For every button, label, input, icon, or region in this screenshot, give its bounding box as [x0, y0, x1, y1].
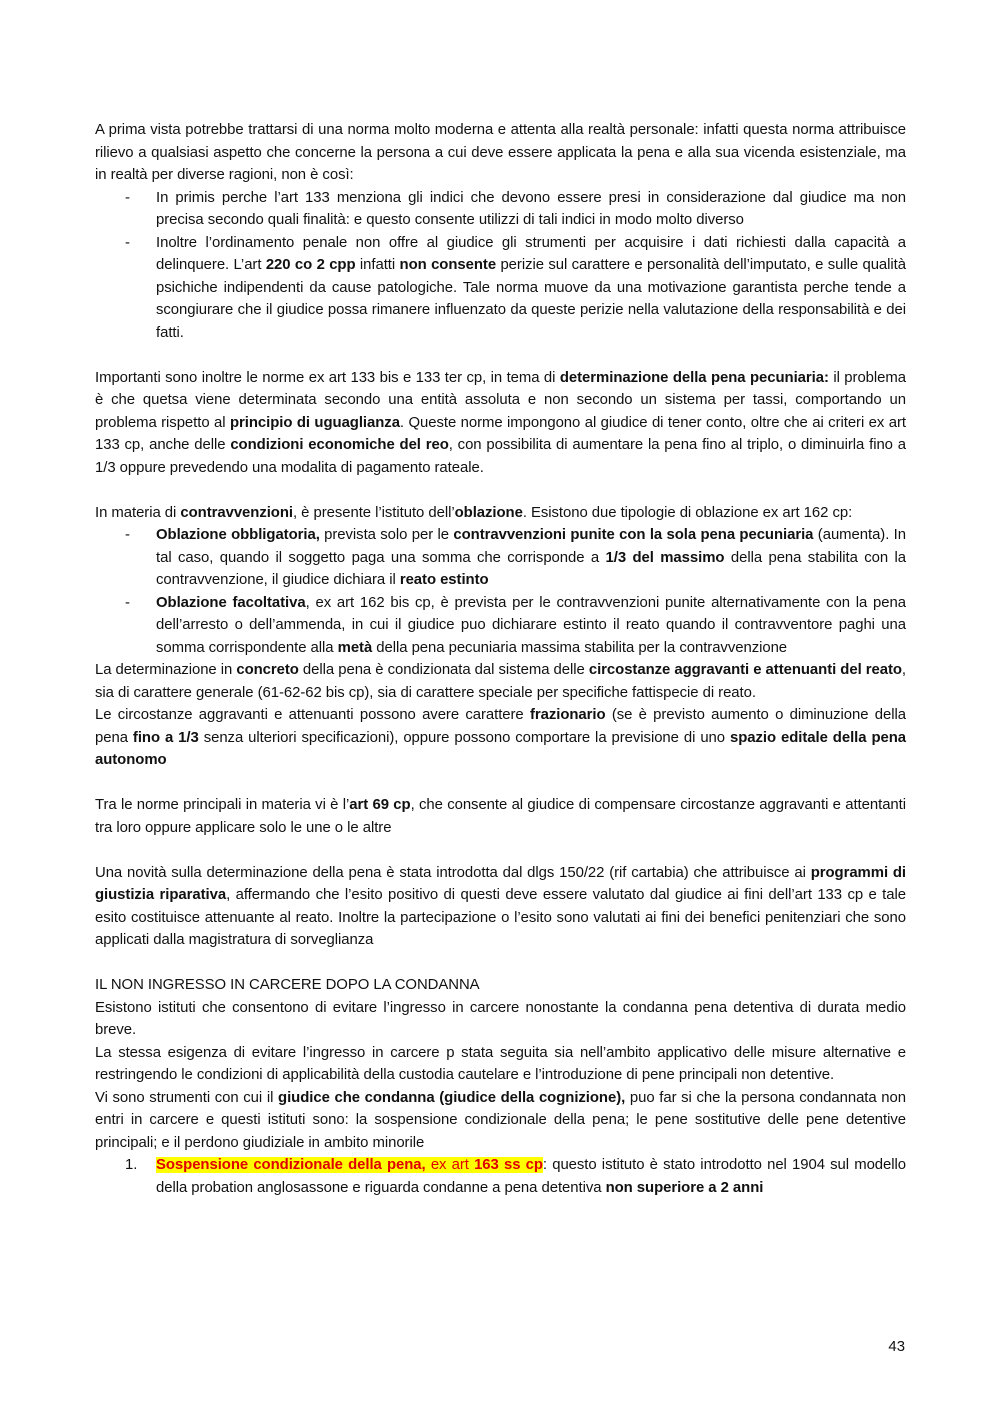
text-run: (aumenta). In tal caso, quando il soggetto paga una somma che corrisponde a — [156, 527, 907, 566]
bold-run: principio di uguaglianza — [229, 414, 400, 431]
text-run: Inoltre l’ordinamento penale non offre al giudice gli strumenti per acquisire i dati richiesti dalla capacità a delinquere. L’art — [156, 234, 906, 273]
bold-run: circostanze aggravanti e attenuanti del reato — [588, 662, 902, 678]
list-marker: 1. — [125, 1157, 138, 1173]
non-ingresso-paragraph-2: La stessa esigenza di evitare l’ingresso in carcere p stata seguita sia nell’ambito applicativo delle misure alternative e restringendo le condizioni di applicabilità della custodia cautelare e l’introduzione di pene principali non detentive. — [95, 1044, 906, 1083]
bold-run: 163 ss cp — [474, 1157, 543, 1173]
list-item — [95, 592, 906, 660]
text-run: il problema è che quetsa viene determinata secondo una entità assoluta e non secondo un sistema per tassi, comportando un problema rispetto al — [95, 369, 906, 431]
text-run: infatti — [355, 257, 400, 273]
list-item-text: In primis perche l’art 133 menziona gli indici che devono essere presi in considerazione dal giudice ma non precisa secondo quali finalità: e questo consente utilizzi di tali indici in modo molto diverso — [156, 189, 906, 228]
text-run: , ex art 162 bis cp, è prevista per le contravvenzioni punite alternativamente con la pena dell’arresto o dell’ammenda, in cui il giudice puo dichiarare estinto il reato quando il contravventore paghi una somma corrispondente alla — [156, 594, 906, 656]
bold-run: contravvenzioni — [180, 504, 293, 521]
list-marker: - — [125, 527, 130, 543]
intro-paragraph — [95, 119, 906, 187]
text-run: perizie sul carattere e personalità dell’imputato, e sulle qualità psichiche indipendenti da cause patologiche. Tale norma muove da una motivazione garantista perche tende a scongiurare che il giudice possa rimanere influenzato da queste perizie nella valutazione della responsabilità e dei fatti. — [156, 257, 906, 341]
frazionario-paragraph — [95, 704, 906, 772]
paragraph-gap — [95, 479, 906, 502]
section-heading: IL NON INGRESSO IN CARCERE DOPO LA CONDANNA — [95, 977, 480, 993]
text-run: (se è previsto aumento o diminuzione della pena — [95, 707, 906, 746]
bold-run: Sospensione condizionale della pena, — [156, 1157, 426, 1173]
bold-run: metà — [337, 639, 373, 656]
bold-run: Oblazione facoltativa — [156, 594, 306, 611]
bold-run: spazio editale della pena autonomo — [95, 729, 907, 768]
bold-run: art 69 cp — [349, 797, 411, 813]
text-run: : questo istituto è stato introdotto nel 1904 sul modello della probation anglosassone e riguarda condanne a pena detentiva — [156, 1157, 907, 1196]
paragraph-gap — [95, 344, 906, 367]
text-run: , è presente l’istituto dell’ — [293, 504, 455, 521]
text-run: Le circostanze aggravanti e attenuanti possono avere carattere — [95, 707, 530, 723]
list-item — [95, 524, 906, 592]
riparativa-paragraph — [95, 862, 906, 952]
bold-run: reato estinto — [399, 572, 489, 588]
text-run: della pena è condizionata dal sistema delle — [298, 662, 589, 678]
list-marker: - — [125, 189, 130, 206]
non-ingresso-paragraph-3 — [95, 1087, 906, 1155]
list-marker: - — [125, 594, 130, 611]
text-run: Una novità sulla determinazione della pena è stata introdotta dal dlgs 150/22 (rif cartabia) che attribuisce ai — [95, 864, 811, 881]
paragraph-gap — [95, 952, 906, 975]
bold-run: determinazione della pena pecuniaria: — [559, 369, 829, 386]
text-run: della pena stabilita con la contravvenzione, il giudice dichiara il — [156, 549, 906, 588]
bold-run: non consente — [399, 257, 497, 273]
text-run: , sia di carattere generale (61-62-62 bis cp), sia di carattere speciale per specifiche fattispecie di reato. — [95, 662, 907, 701]
text-run: ex art — [425, 1157, 475, 1173]
bold-run: 220 co 2 cpp — [265, 257, 356, 273]
art69-paragraph — [95, 794, 906, 839]
bold-run: fino a 1/3 — [132, 729, 199, 746]
list-item — [95, 187, 906, 232]
highlighted-text — [156, 1157, 543, 1173]
text-run: della pena pecuniaria massima stabilita per la contravvenzione — [372, 639, 788, 656]
bold-run: condizioni economiche del reo — [230, 437, 449, 453]
intro-text: A prima vista potrebbe trattarsi di una norma molto moderna e attenta alla realtà personale: infatti questa norma attribuisce rilievo a qualsiasi aspetto che concerne la persona a cui deve essere applicata la pena e alla sua vicenda esistenziale, ma in realtà per diverse ragioni, non è così: — [95, 122, 906, 183]
paragraph-gap — [95, 772, 906, 795]
bold-run: frazionario — [529, 707, 606, 723]
text-run: , che consente al giudice di compensare circostanze aggravanti e attentanti tra loro oppure applicare solo le une o le altre — [95, 797, 907, 836]
text-run: , affermando che l’esito positivo di questi deve essere valutato dal giudice ai fini dell’art 133 cp e tale esito costituisce attenuante al reato. Inoltre la partecipazione o l’esito sono valutati ai fini dei benefici penitenziari che sono applicati dalla magistratura di sorveglianza — [95, 887, 906, 948]
text-run: senza ulteriori specificazioni), oppure possono comportare la previsione di uno — [198, 729, 730, 746]
concreto-paragraph — [95, 659, 906, 704]
text-run: . Queste norme impongono al giudice di tener conto, oltre che ai criteri ex art 133 cp, anche delle — [95, 414, 906, 453]
non-ingresso-paragraph-1: Esistono istituti che consentono di evitare l’ingresso in carcere nonostante la condanna pena detentiva di durata medio breve. — [95, 999, 906, 1038]
paragraph-gap — [95, 839, 906, 862]
list-marker: - — [125, 234, 130, 251]
text-run: puo far si che la persona condannata non entri in carcere e questi istituti sono: la sospensione condizionale della pena; le pene sostitutive delle pene detentive principali; e il perdono giudiziale in ambito minorile — [95, 1089, 906, 1151]
text-run: Vi sono strumenti con cui il — [95, 1089, 279, 1106]
text-run: Tra le norme principali in materia vi è l’ — [95, 797, 350, 813]
bold-run: giudice che condanna (giudice della cognizione), — [278, 1089, 626, 1106]
oblazione-paragraph — [95, 502, 906, 525]
bold-run: 1/3 del massimo — [605, 549, 725, 566]
text-run: In materia di — [95, 504, 181, 521]
list-item — [95, 232, 906, 345]
text-run: Importanti sono inoltre le norme ex art 133 bis e 133 ter cp, in tema di — [95, 369, 560, 386]
text-run: . Esistono due tipologie di oblazione ex art 162 cp: — [522, 504, 853, 521]
bold-run: non superiore a 2 anni — [605, 1179, 764, 1196]
document-page — [95, 119, 906, 1199]
bold-run: contravvenzioni punite con la sola pena pecuniaria — [453, 527, 814, 543]
text-run: , con possibilita di aumentare la pena fino al triplo, o diminuirla fino a 1/3 oppure prevedendo una modalita di pagamento rateale. — [95, 437, 906, 476]
text-run: prevista solo per le — [319, 527, 454, 543]
bold-run: concreto — [236, 662, 299, 678]
numbered-list-item — [95, 1154, 906, 1199]
bold-run: programmi di giustizia riparativa — [95, 864, 906, 903]
pena-pecuniaria-paragraph — [95, 367, 906, 480]
page-number: 43 — [888, 1339, 905, 1355]
bold-run: Oblazione obbligatoria, — [156, 527, 320, 543]
bold-run: oblazione — [454, 504, 523, 521]
text-run: La determinazione in — [95, 662, 237, 678]
